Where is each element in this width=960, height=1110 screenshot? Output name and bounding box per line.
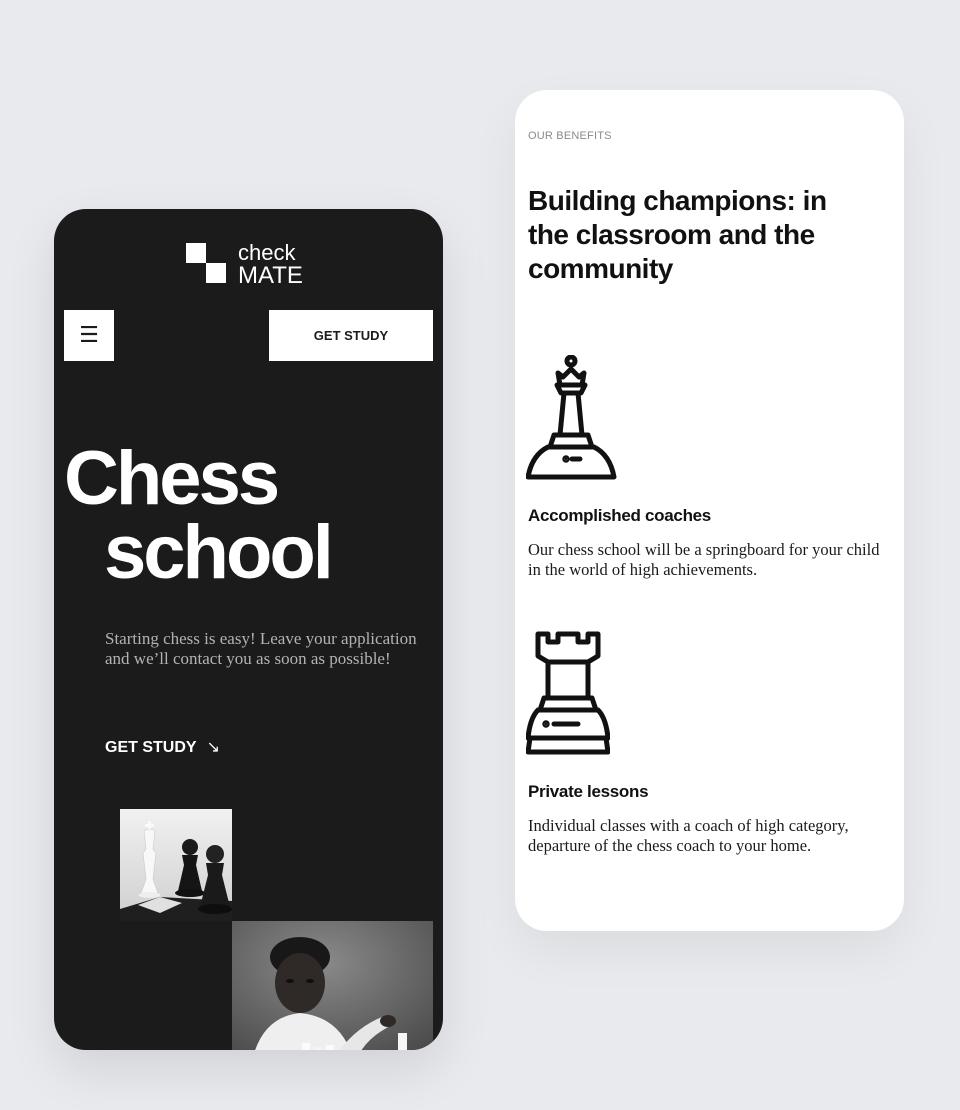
logo-word-check: check [238,240,296,265]
chess-rook-icon [526,630,610,756]
menu-button[interactable] [64,310,114,361]
arrow-down-right-icon: ↘ [206,739,220,756]
benefit-title-lessons: Private lessons [528,782,649,801]
hero-description: Starting chess is easy! Leave your application and we’ll contact you as soon as possible! [105,629,417,668]
logo-word-mate: MATE [238,262,303,289]
get-study-link[interactable] [105,737,220,757]
hero-title-line-2: school [104,510,331,595]
benefit-desc-lessons: Individual classes with a coach of high category, departure of the chess coach to your home. [528,816,849,855]
student-playing-chess-photo [232,921,433,1050]
logo-square-bottom [206,263,226,283]
checkmate-logo[interactable] [186,240,316,293]
hamburger-icon: ☰ [79,322,99,348]
chess-pieces-photo [120,809,232,921]
hero-title-line-1: Chess [64,436,278,521]
get-study-link-label: GET STUDY [105,739,197,756]
benefits-headline: Building champions: in the classroom and the community [528,185,827,284]
get-study-header-button[interactable]: GET STUDY [269,310,433,361]
mobile-home-screen [54,209,443,1050]
benefits-screen [515,90,904,931]
section-eyebrow: OUR BENEFITS [528,130,612,142]
benefit-desc-coaches: Our chess school will be a springboard for your child in the world of high achievements. [528,540,880,579]
logo-square-top [186,243,206,263]
benefit-title-coaches: Accomplished coaches [528,506,711,525]
chess-queen-icon [526,355,620,480]
